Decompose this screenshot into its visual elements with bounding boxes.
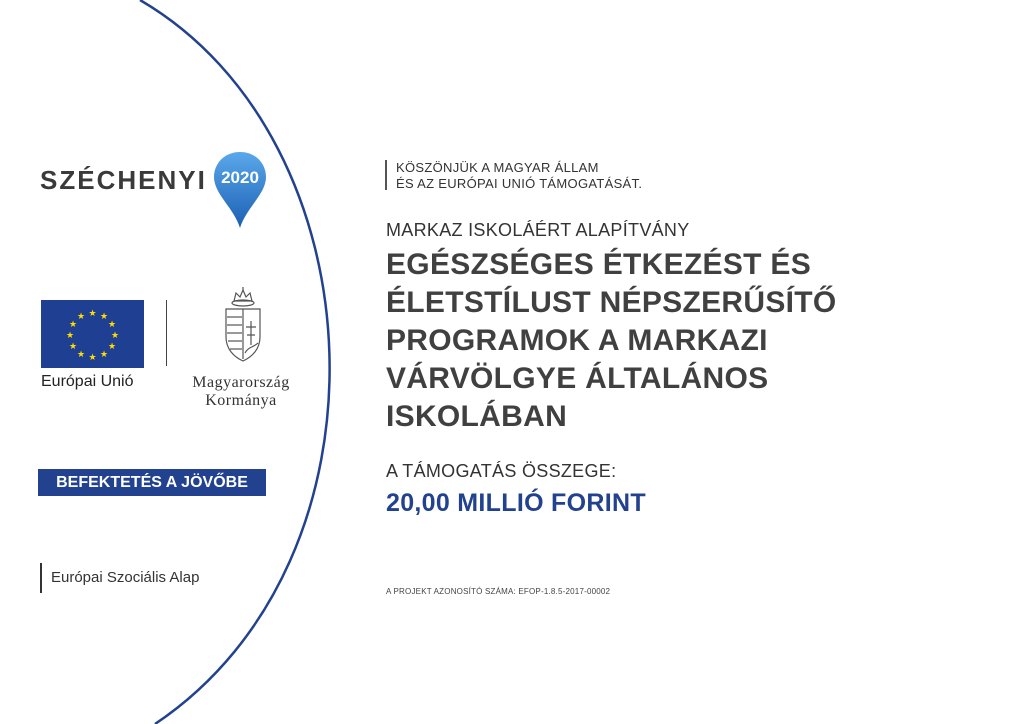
project-title-line: ISKOLÁBAN [386, 400, 568, 433]
eu-flag-icon [41, 300, 144, 368]
logo-divider [166, 300, 167, 366]
project-id: A PROJEKT AZONOSÍTÓ SZÁMA: EFOP-1.8.5-2017-00002 [386, 587, 611, 596]
support-amount-label: A TÁMOGATÁS ÖSSZEGE: [386, 461, 617, 481]
beneficiary-name: MARKAZ ISKOLÁÉRT ALAPÍTVÁNY [386, 220, 690, 240]
svg-text:★: ★ [110, 331, 120, 341]
svg-text:★: ★ [88, 309, 97, 319]
government-label-line2: Kormánya [205, 392, 277, 409]
thanks-line-2: ÉS AZ EURÓPAI UNIÓ TÁMOGATÁSÁT. [396, 176, 643, 191]
svg-text:★: ★ [76, 312, 86, 322]
fund-divider [40, 563, 42, 593]
project-title-line: EGÉSZSÉGES ÉTKEZÉST ÉS [386, 248, 812, 281]
svg-text:★: ★ [107, 342, 117, 352]
project-title-line: ÉLETSTÍLUST NÉPSZERŰSÍTŐ [386, 286, 837, 319]
invest-in-future-badge: BEFEKTETÉS A JÖVŐBE [38, 469, 266, 496]
svg-text:★: ★ [76, 350, 86, 360]
thanks-text [396, 160, 642, 192]
government-label-line1: Magyarország [192, 374, 290, 391]
thanks-divider [385, 160, 387, 190]
svg-text:★: ★ [68, 342, 78, 352]
svg-text:★: ★ [107, 320, 117, 330]
svg-text:★: ★ [99, 312, 109, 322]
government-label [178, 374, 304, 410]
svg-text:★: ★ [88, 353, 97, 363]
fund-name: Európai Szociális Alap [51, 569, 200, 586]
svg-text:★: ★ [99, 350, 109, 360]
project-title-line: PROGRAMOK A MARKAZI [386, 324, 768, 357]
eu-label: Európai Unió [41, 373, 134, 390]
thanks-line-1: KÖSZÖNJÜK A MAGYAR ÁLLAM [396, 160, 599, 175]
hungarian-coat-of-arms-icon [214, 287, 272, 365]
project-title [386, 246, 837, 436]
project-title-line: VÁRVÖLGYE ÁLTALÁNOS [386, 362, 769, 395]
szechenyi-year: 2020 [221, 168, 259, 187]
svg-text:★: ★ [65, 331, 75, 341]
szechenyi-pin-icon [210, 150, 270, 230]
szechenyi-logo-text: SZÉCHENYI [40, 165, 207, 195]
support-amount: 20,00 MILLIÓ FORINT [386, 489, 646, 517]
svg-text:★: ★ [68, 320, 78, 330]
